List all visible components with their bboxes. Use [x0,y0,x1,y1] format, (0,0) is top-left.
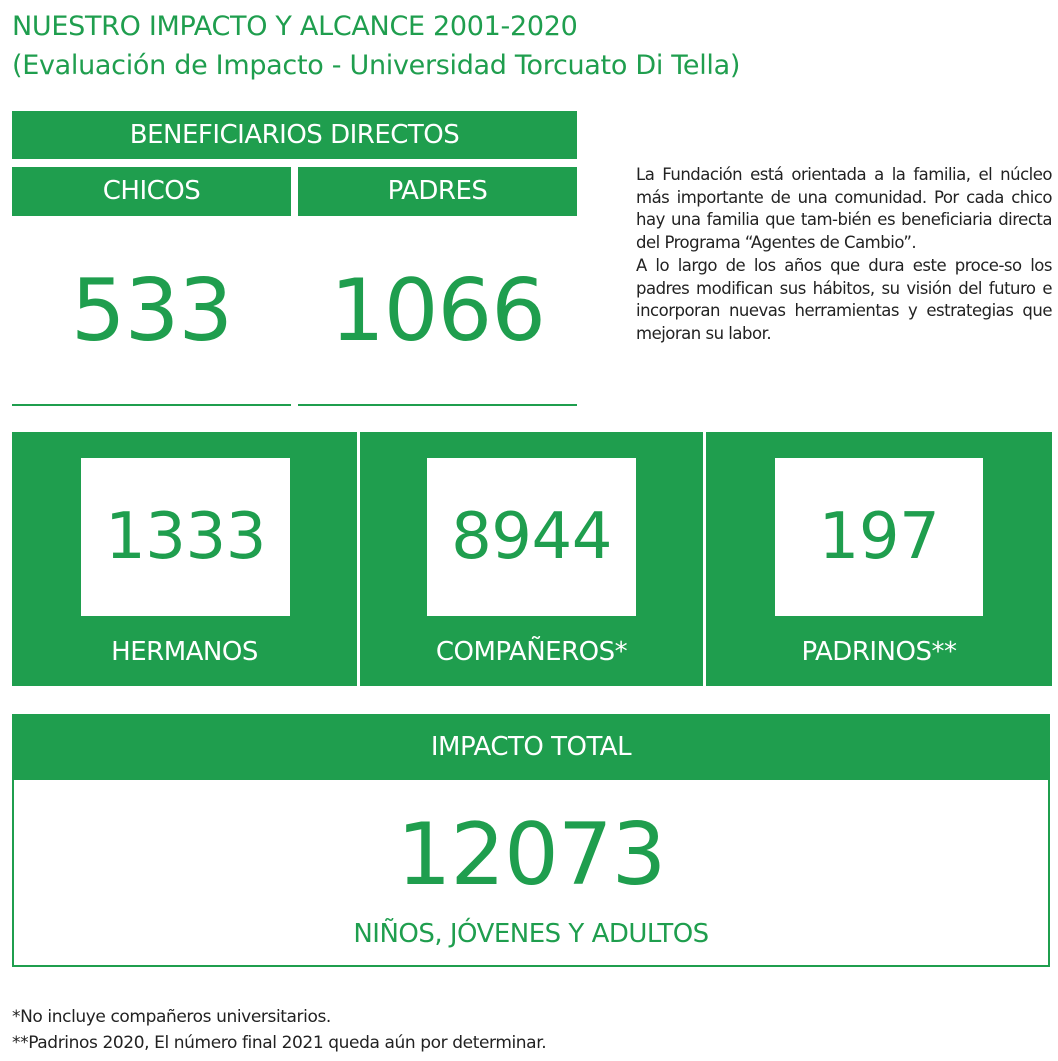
chicos-divider [12,404,291,406]
padres-value: 1066 [330,261,545,361]
page-title: NUESTRO IMPACTO Y ALCANCE 2001-2020 [12,11,578,42]
padres-divider [298,404,577,406]
footnote-companeros: *No incluye compañeros universitarios. [12,1007,331,1027]
padrinos-label: PADRINOS** [801,637,957,667]
chicos-value: 533 [70,261,233,361]
footnote-padrinos: **Padrinos 2020, El número final 2021 queda aún por determinar. [12,1033,547,1053]
hermanos-label: HERMANOS [111,637,258,667]
description-paragraph-2: A lo largo de los años que dura este proce-so los padres modifican sus hábitos, su visión del futuro e incorporan nuevas herramientas y estrategias que mejoran su labor. [636,255,1052,343]
hermanos-panel [12,432,357,686]
beneficiarios-directos-header: BENEFICIARIOS DIRECTOS [12,111,577,159]
chicos-header: CHICOS [12,167,291,216]
companeros-panel [360,432,703,686]
impacto-total-caption: NIÑOS, JÓVENES Y ADULTOS [353,919,709,949]
companeros-value: 8944 [427,458,636,616]
page-subtitle: (Evaluación de Impacto - Universidad Torcuato Di Tella) [12,50,741,81]
description-text [636,164,1052,346]
companeros-label: COMPAÑEROS* [435,637,628,667]
impacto-total-value: 12073 [396,805,666,905]
hermanos-value: 1333 [81,458,290,616]
impacto-total-header: IMPACTO TOTAL [14,716,1048,780]
padrinos-value: 197 [775,458,983,616]
description-paragraph-1: La Fundación está orientada a la familia, el núcleo más importante de una comunidad. Por cada chico hay una familia que tam-bién es beneficiaria directa del Programa “Agentes de Cambio”. [636,165,1052,253]
padrinos-panel [706,432,1052,686]
padres-header: PADRES [298,167,577,216]
impacto-total-box [12,714,1050,967]
